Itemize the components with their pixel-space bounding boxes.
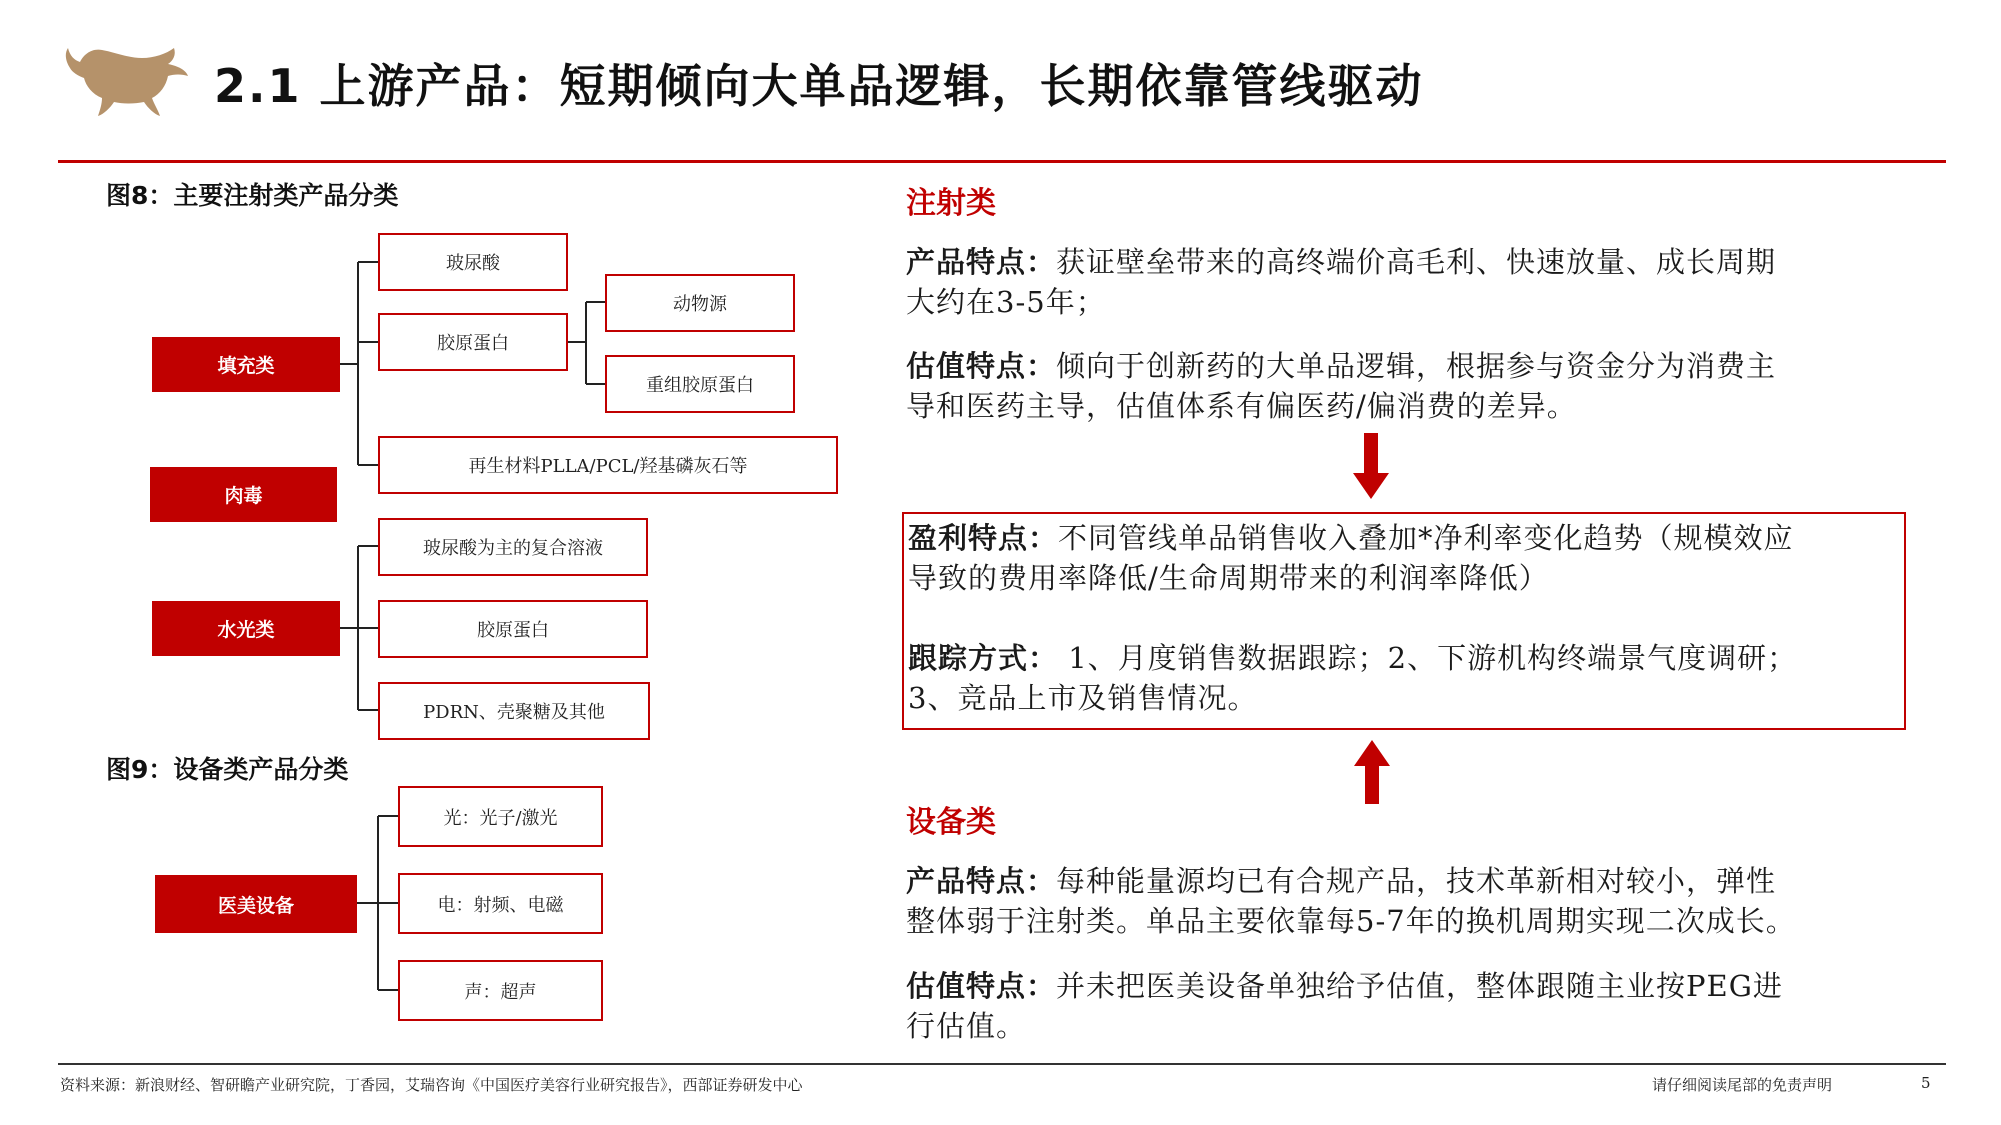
collagen-item-animal: 动物源 bbox=[605, 274, 795, 332]
equipment-product-line1: 每种能量源均已有合规产品，技术革新相对较小，弹性 bbox=[1056, 864, 1777, 898]
filler-item-collagen: 胶原蛋白 bbox=[378, 313, 568, 371]
category-medical-device: 医美设备 bbox=[155, 875, 357, 933]
tracking-label: 跟踪方式： bbox=[908, 641, 1059, 675]
up-arrow-icon bbox=[1354, 740, 1390, 804]
injection-product-line2: 大约在3-5年； bbox=[906, 285, 1106, 319]
injection-valuation-feature bbox=[906, 346, 1916, 426]
category-filler: 填充类 bbox=[152, 337, 340, 392]
header-rule bbox=[58, 160, 1946, 163]
injection-valuation-line1: 倾向于创新药的大单品逻辑，根据参与资金分为消费主 bbox=[1056, 349, 1777, 383]
collagen-item-recombinant: 重组胶原蛋白 bbox=[605, 355, 795, 413]
profit-line2: 导致的费用率降低/生命周期带来的利润率降低） bbox=[908, 561, 1549, 595]
filler-item-hyaluronic: 玻尿酸 bbox=[378, 233, 568, 291]
device-item-electric: 电：射频、电磁 bbox=[398, 873, 603, 934]
skin-booster-item-collagen: 胶原蛋白 bbox=[378, 600, 648, 658]
device-item-sound: 声：超声 bbox=[398, 960, 603, 1021]
tracking-line1: 1、月度销售数据跟踪；2、下游机构终端景气度调研； bbox=[1058, 641, 1798, 675]
equipment-valuation-feature bbox=[906, 966, 1916, 1046]
down-arrow-icon bbox=[1353, 433, 1389, 499]
injection-product-label: 产品特点： bbox=[906, 245, 1057, 279]
filler-item-regenerative: 再生材料PLLA/PCL/羟基磷灰石等 bbox=[378, 436, 838, 494]
injection-product-line1: 获证壁垒带来的高终端价高毛利、快速放量、成长周期 bbox=[1056, 245, 1777, 279]
injection-valuation-label: 估值特点： bbox=[906, 349, 1057, 383]
figure8-caption: 图8：主要注射类产品分类 bbox=[106, 181, 399, 210]
footer-source: 资料来源：新浪财经、智研瞻产业研究院，丁香园，艾瑞咨询《中国医疗美容行业研究报告》，西部证券研发中心 bbox=[60, 1076, 803, 1094]
category-skin-booster: 水光类 bbox=[152, 601, 340, 656]
footer-rule bbox=[58, 1063, 1946, 1065]
page-title: 2.1 上游产品：短期倾向大单品逻辑，长期依靠管线驱动 bbox=[214, 59, 1424, 113]
figure9-caption: 图9：设备类产品分类 bbox=[106, 755, 349, 784]
category-botox: 肉毒 bbox=[150, 467, 337, 522]
equipment-heading: 设备类 bbox=[906, 805, 996, 840]
equipment-valuation-label: 估值特点： bbox=[906, 969, 1057, 1003]
skin-booster-item-ha-compound: 玻尿酸为主的复合溶液 bbox=[378, 518, 648, 576]
profit-feature bbox=[908, 518, 1908, 598]
profit-label: 盈利特点： bbox=[908, 521, 1059, 555]
injection-valuation-line2: 导和医药主导，估值体系有偏医药/偏消费的差异。 bbox=[906, 389, 1577, 423]
profit-line1: 不同管线单品销售收入叠加*净利率变化趋势（规模效应 bbox=[1058, 521, 1794, 555]
injection-heading: 注射类 bbox=[906, 186, 996, 221]
bull-logo-icon bbox=[62, 40, 192, 120]
device-item-light: 光：光子/激光 bbox=[398, 786, 603, 847]
equipment-valuation-line2: 行估值。 bbox=[906, 1009, 1027, 1043]
skin-booster-item-pdrn: PDRN、壳聚糖及其他 bbox=[378, 682, 650, 740]
footer-disclaimer: 请仔细阅读尾部的免责声明 bbox=[1652, 1076, 1833, 1094]
equipment-product-feature bbox=[906, 861, 1936, 941]
equipment-product-line2: 整体弱于注射类。单品主要依靠每5-7年的换机周期实现二次成长。 bbox=[906, 904, 1796, 938]
tracking-method bbox=[908, 638, 1908, 718]
tracking-line2: 3、竞品上市及销售情况。 bbox=[908, 681, 1258, 715]
page-number: 5 bbox=[1921, 1074, 1931, 1092]
equipment-product-label: 产品特点： bbox=[906, 864, 1057, 898]
equipment-valuation-line1: 并未把医美设备单独给予估值，整体跟随主业按PEG进 bbox=[1056, 969, 1783, 1003]
injection-product-feature bbox=[906, 242, 1916, 322]
